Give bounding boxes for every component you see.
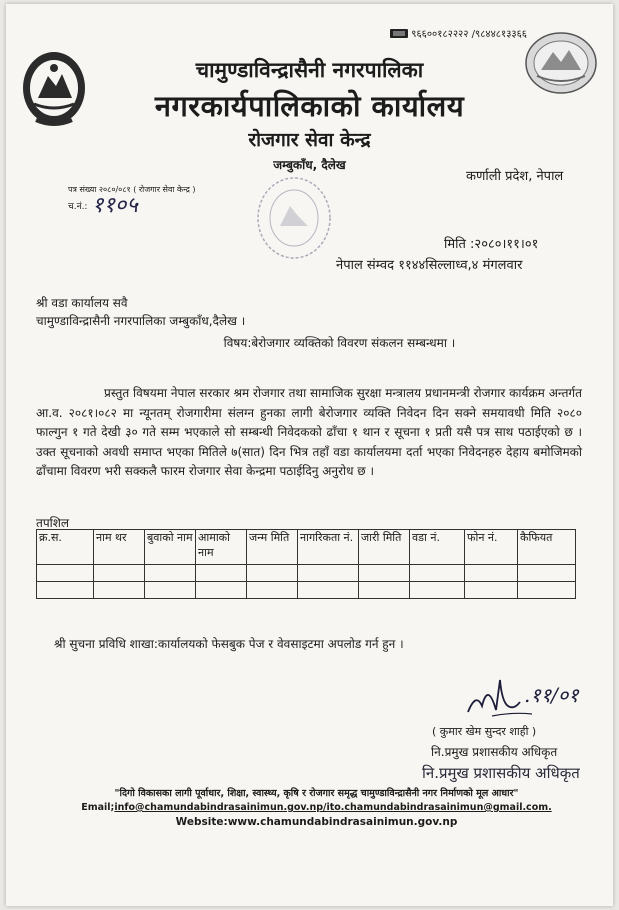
- table-row: [37, 565, 576, 582]
- col-birth-date: जन्म मिति: [247, 530, 298, 565]
- email-label: Email;: [81, 802, 115, 813]
- footer-email: [6, 802, 613, 813]
- handwritten-signature: [462, 672, 592, 720]
- letter-page: [6, 4, 613, 906]
- recipient-line-2: चामुण्डाविन्द्रासैनी नगरपालिका जम्बुकाँध,दैलेख ।: [36, 314, 246, 328]
- municipality-name: चामुण्डाविन्द्रासैनी नगरपालिका: [195, 58, 424, 82]
- col-citizenship-no: नागरिकता नं.: [298, 530, 359, 565]
- letter-body: प्रस्तुत विषयमा नेपाल सरकार श्रम रोजगार तथा सामाजिक सुरक्षा मन्त्रालय प्रधानमन्त्री रोजगार कार्यक्रम अन्तर्गत आ.व. २०८१।०८२ मा न्यूनतम् रोजगारीमा संलग्न हुनका लागी बेरोजगार व्यक्ति निवेदन दिन सक्ने समयावधी मिति २०८० फाल्गुन १ गते देखी ३० गते सम्म भएकाले सो सम्बन्धी निवेदकको ढाँचा १ थान र सूचना १ प्रती यसै पत्र साथ पठाईएको छ । उक्त सूचनाको अवधी समाप्त भएका मितिले ७(सात) दिन भित्र तहाँ वडा कार्यालयमा दर्ता भएका निवेदनहरु देहाय बमोजिमको ढाँचामा विवरण भरी सक्कलै फारम रोजगार सेवा केन्द्रमा पठाईदिनु अनुरोध छ ।: [36, 386, 582, 478]
- dispatch-number-label: च.नं.:: [68, 202, 88, 212]
- col-remarks: कैफियत: [518, 530, 576, 565]
- col-mother-name: आमाको नाम: [196, 530, 247, 565]
- table-header-row: [37, 530, 576, 565]
- phone-icon: [390, 29, 408, 38]
- service-center-name: रोजगार सेवा केन्द्र: [248, 129, 371, 151]
- email-link[interactable]: info@chamundabindrasainimun.gov.np/ito.chamundabindrasainimun@gmail.com.: [114, 802, 552, 813]
- col-phone-no: फोन नं.: [465, 530, 518, 565]
- dispatch-number-value: ११०५: [92, 193, 138, 218]
- province-label: कर्णाली प्रदेश, नेपाल: [466, 169, 564, 184]
- col-father-name: बुवाको नाम: [145, 530, 196, 565]
- office-name: नगरकार्यपालिकाको कार्यालय: [154, 89, 465, 123]
- faded-seal-icon: [252, 170, 336, 266]
- it-section-notice: श्री सुचना प्रविधि शाखा:कार्यालयको फेसबुक पेज र वेवसाइटमा अपलोड गर्न हुन ।: [54, 637, 404, 651]
- phone-line: [390, 26, 527, 40]
- letter-subject: विषय:बेरोजगार व्यक्तिको विवरण संकलन सम्बन्धमा ।: [223, 336, 456, 350]
- recipient-line-1: श्री वडा कार्यालय सवै: [36, 296, 128, 310]
- phone-numbers: ९६६००१८२२२२ /९८४४८१३३६६: [411, 29, 527, 40]
- designation-stamp: नि.प्रमुख प्रशासकीय अधिकृत: [422, 764, 580, 782]
- signer-name: ( कुमार खेम सुन्दर शाही ): [432, 725, 537, 738]
- letter-date: मिति :२०८०।११।०१: [444, 237, 539, 252]
- table-row: [37, 582, 576, 599]
- letter-number: पत्र संख्या २०८०/०८१ ( रोजगार सेवा केन्द्र ): [68, 185, 196, 194]
- signature-date: .११/०१: [524, 683, 579, 707]
- col-serial: क्र.स.: [37, 530, 94, 565]
- col-ward-no: वडा नं.: [410, 530, 465, 565]
- nepal-samvat-date: नेपाल संम्वद ११४४सिल्लाध्व,४ मंगलवार: [336, 258, 523, 273]
- signer-designation: नि.प्रमुख प्रशासकीय अधिकृत: [431, 745, 558, 759]
- footer-slogan: "दिगो विकासका लागी पूर्वाधार, शिक्षा, स्वास्थ्य, कृषि र रोजगार समृद्ध चामुण्डाविन्द्रासैनी नगर निर्माणको मूल आधार": [114, 788, 519, 799]
- footer-website[interactable]: Website:www.chamundabindrasainimun.gov.np: [175, 816, 458, 828]
- applicant-details-table: [36, 529, 576, 599]
- office-address: जम्बुकाँध, दैलेख: [273, 158, 346, 172]
- col-name: नाम थर: [94, 530, 145, 565]
- col-issue-date: जारी मिति: [359, 530, 410, 565]
- table-caption: तपशिल: [36, 516, 70, 530]
